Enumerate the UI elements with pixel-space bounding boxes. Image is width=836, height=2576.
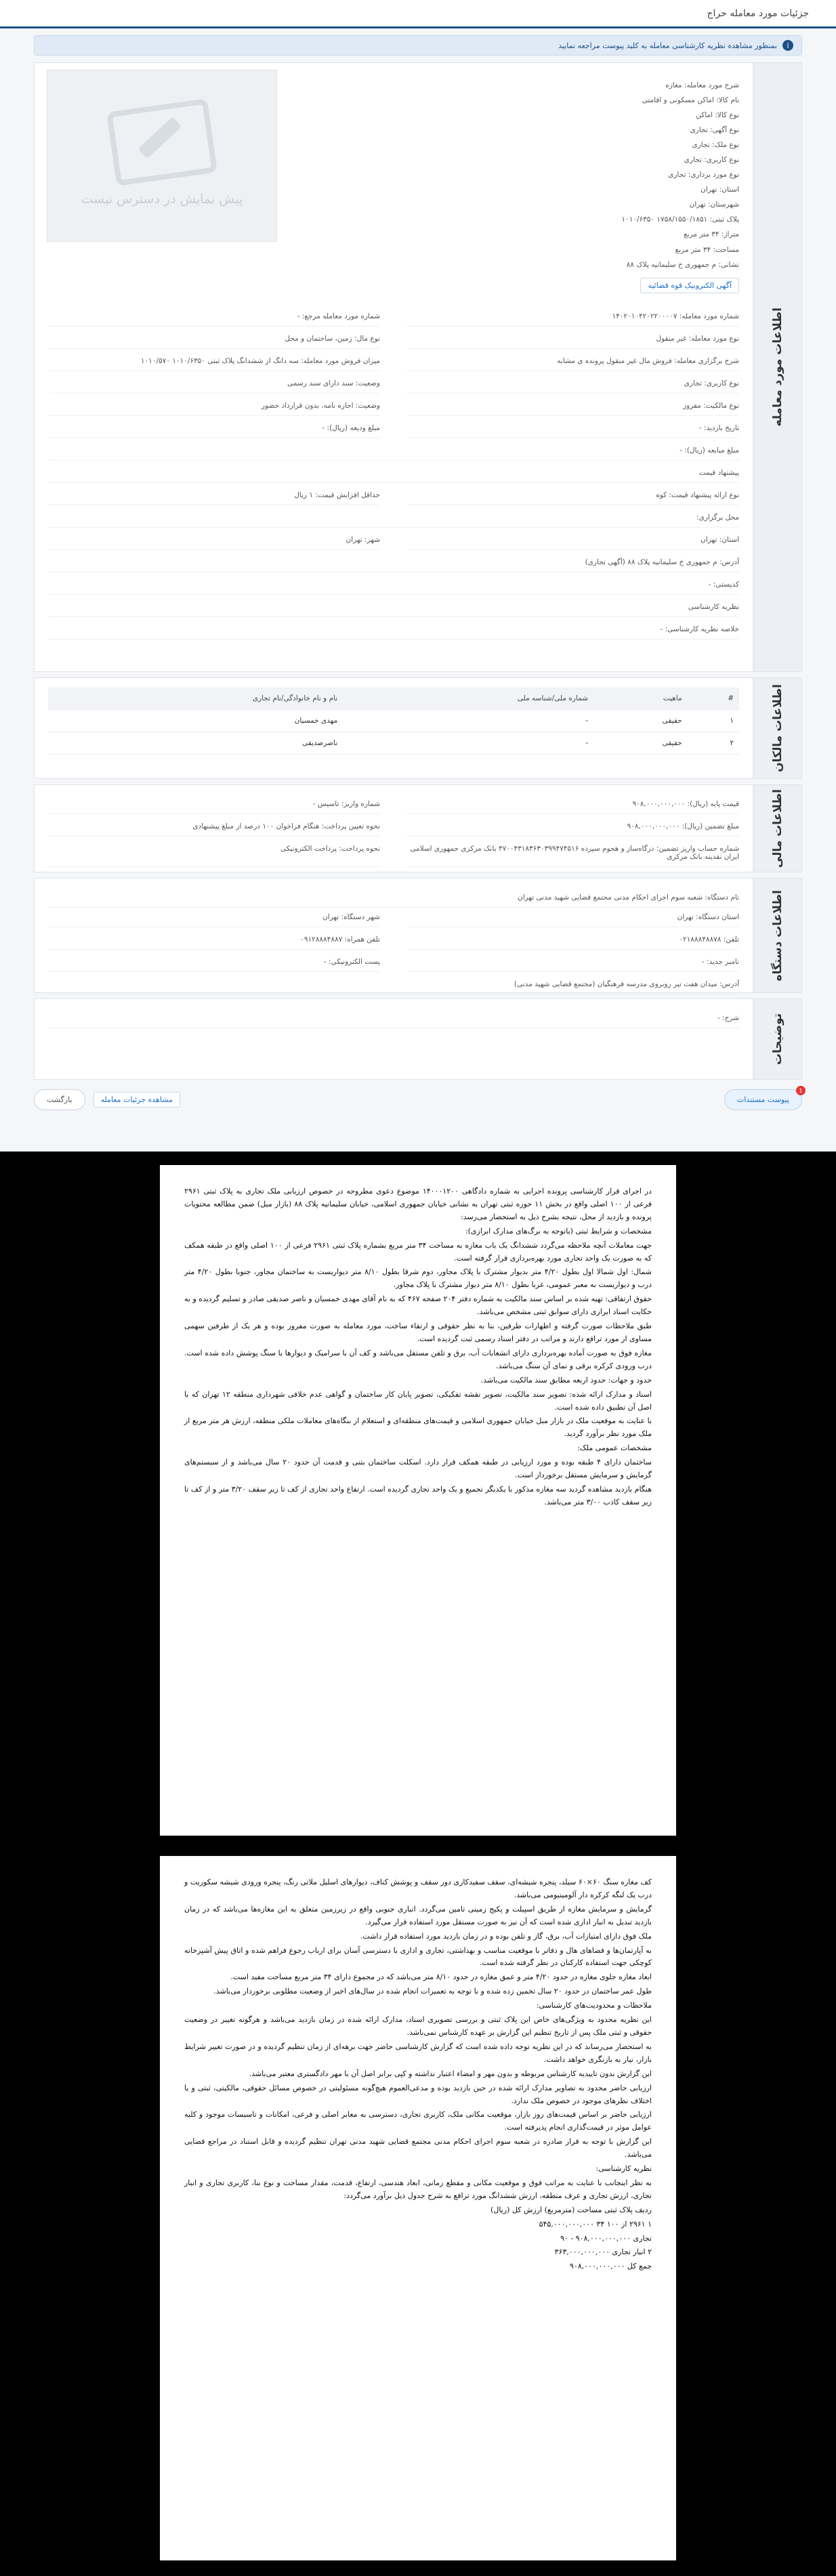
- doc-paragraph: ملاحظات و محدودیت‌های کارشناسی:: [536, 2001, 652, 2010]
- field: نحوه پرداخت: پرداخت الکترونیکی: [48, 839, 380, 867]
- field: استان: تهران: [407, 530, 739, 550]
- device-header: اطلاعات دستگاه: [753, 879, 801, 992]
- doc-paragraph: حقوق ارتفاقی: تهیه شده بر اساس سند مالکیت به شماره دفتر ۲۰۴ صفحه ۴۶۷ که به نام آقای مهدی خمسیان و ناصر صدیقی صادر و تسلیم گردیده و به حکایت اسناد ابرازی دارای سوابق ثبتی مشخص می‌باشد.: [184, 1294, 652, 1317]
- summary-line: نام کالا: اماکن مسکونی و اقامتی: [642, 96, 739, 105]
- document-page-1: [160, 1165, 676, 1836]
- summary-line: متراژ: ۳۴ متر مربع: [684, 230, 739, 239]
- field: نوع مال: زمین، ساختمان و محل: [48, 329, 380, 349]
- field: کدپستی: -: [48, 575, 739, 595]
- alert-text: بمنظور مشاهده نظریه کارشناسی معامله به کلید پیوست مراجعه نمایید: [558, 41, 777, 50]
- summary-line: پلاک ثبتی: ۱۷۵۸/۱۵۵۰/۱۸۵۱ ۱۰۱۰/۶۳۵۰: [621, 215, 739, 224]
- field: نوع کاربری: تجاری: [407, 374, 739, 394]
- field: استان دستگاه: تهران: [407, 908, 739, 927]
- doc-paragraph: مشخصات و شرایط ثبتی (باتوجه به برگ‌های مدارک ابرازی):: [465, 1226, 652, 1236]
- summary-line: استان: تهران: [701, 186, 739, 194]
- field: مبلغ تضمین (ریال): ۹۰۸,۰۰۰,۰۰۰,۰۰۰: [407, 817, 739, 837]
- field: تاریخ بازدید: -: [407, 419, 739, 438]
- summary-line: نوع کالا: اماکن: [696, 111, 739, 120]
- field: مبلغ مبایعه (ریال): -: [48, 441, 739, 461]
- attachment-count-badge: 1: [796, 1086, 806, 1095]
- field: تلفن: ۰۲۱۸۸۸۴۸۸۷۸: [407, 930, 739, 950]
- doc-paragraph: نظریه کارشناسی:: [595, 2164, 652, 2174]
- owners-header: اطلاعات مالکان: [753, 678, 801, 778]
- doc-paragraph: گرمایش و سرمایش مغازه از طریق اسپیلت و پکیج زمینی تامین می‌گردد. انباری جنوبی واقع در زیرزمین متعلق به این مغازه‌ها می‌باشد که در زمان بازدید تبدیل به انبار اداری شده است که آن نیز به صورت مستقل مورد استفاده قرار می‌گیرد.: [184, 1904, 652, 1926]
- summary-line: نوع مورد برداری: تجاری: [668, 171, 739, 180]
- doc-paragraph: شمال: اول شمالا اول بطول ۴/۲۰ متر بدیوار مشترک با پلاک مجاور، دوم شرقا بطول ۸/۱۰ متر دیواریست به ساختمان مجاور، جنوبا بطول ۴/۲۰ متر درب و دیواریست به معبر عمومی، غربا بطول ۸/۱۰ متر دیوار مشترک با پلاک مجاور.: [184, 1267, 652, 1290]
- doc-paragraph: حدود و جهات: حدود اربعه مطابق سند مالکیت می‌باشد.: [480, 1375, 652, 1385]
- doc-paragraph: اسناد و مدارک ارائه شده: تصویر سند مالکیت، تصویر نقشه تفکیکی، تصویر پایان کار ساختمان و گواهی عدم خلافی شهرداری منطقه ۱۲ تهران که با اصل آن تطبیق داده شده است.: [184, 1389, 652, 1412]
- table-row: ۲ حقیقی - ناصرصدیقی: [48, 732, 739, 755]
- field: نوع مالکیت: مفروز: [407, 396, 739, 416]
- doc-paragraph: این گزارش با توجه به قرار صادره در شعبه سوم اجرای احکام مدنی مجتمع قضایی شهید مدنی تهران تنظیم گردیده و قابل استناد در مراجع قضایی می‌باشد.: [184, 2137, 652, 2159]
- field: میزان فروش مورد معامله: سه دانگ از ششدانگ پلاک ثبتی ۱۰۱۰/۶۳۵۰ ۱۰۱۰/۵۷۰: [48, 352, 380, 371]
- document-page-2: [160, 1856, 676, 2560]
- doc-paragraph: کف مغازه سنگ ۶۰×۶۰ سیلد، پنجره شیشه‌ای، سقف سفیدکاری دور سقف و پوشش کناف، دیوارهای اسلیل ملاتی رنگ، پنجره ورودی شیشه سکوریت و درب یک لنگه کرکره دار آلومینیومی می‌باشد.: [184, 1878, 652, 1899]
- column-header: #: [688, 688, 739, 710]
- summary-line: شرح مورد معامله: مغازه: [665, 81, 739, 89]
- doc-paragraph: به نظر اینجانب با عنایت به مراتب فوق و موقعیت مکانی و مقطع زمانی، ابعاد هندسی، ارتفاع، قدمت، مقدار مساحت و نوع بنا، کاربری تجاری و انبار تجاری، ارزش تجاری و عرف منطقه، ارزش ششدانگ مورد ترافع به شرح جدول ذیل برآورد می‌گردد:: [184, 2178, 652, 2200]
- doc-paragraph: طبق ملاحظات صورت گرفته و اظهارات طرفین، بنا به نظر حقوقی و ارتقاء ساخت، مورد معامله به صورت مفروز بوده و هر یک از طرفین سهمی مساوی از مورد ترافع دارند و مراتب در دفتر اسناد رسمی ثبت گردیده است.: [184, 1322, 652, 1343]
- listing-page: [0, 0, 836, 1152]
- image-placeholder: [47, 70, 277, 242]
- doc-paragraph: ابعاد مغازه جلوی مغازه در حدود ۴/۲۰ متر و عمق مغازه در حدود ۸/۱۰ متر می‌باشد که در مجموع دارای ۳۴ متر مربع مساحت مفید است.: [230, 1972, 652, 1982]
- doc-paragraph: با عنایت به موقعیت ملک در بازار مبل خیابان جمهوری اسلامی و قیمت‌های منطقه‌ای و استعلام از بنگاه‌های معاملات ملکی منطقه، ارزش هر متر مربع از ملک مورد نظر برآورد گردید.: [184, 1416, 652, 1439]
- doc-table-line: ردیف پلاک ثبتی مساحت (مترمربع) ارزش کل (ریال): [490, 2205, 652, 2214]
- field: مبلغ ودیعه (ریال): -: [48, 419, 380, 438]
- doc-paragraph: جهت معاملات آنچه ملاحظه می‌گردد ششدانگ یک باب مغازه به مساحت ۳۴ متر مربع بشماره پلاک ثبتی ۲۹۶۱ فرعی از ۱۰۰ اصلی واقع در طبقه همکف که به صورت یک واحد تجاری مورد بهره‌برداری قرار گرفته است.: [184, 1240, 652, 1263]
- table-row: ۱ حقیقی - مهدی خمسیان: [48, 710, 739, 732]
- auction-info-header: اطلاعات مورد معامله: [753, 63, 801, 671]
- field: خلاصه نظریه کارشناسی: -: [48, 620, 739, 639]
- notes-text: شرح: -: [48, 1009, 739, 1028]
- back-button[interactable]: بازگشت: [34, 1089, 85, 1110]
- field: وضعیت: سند دارای سند رسمی: [48, 374, 380, 394]
- doc-paragraph: مغازه فوق به صورت آماده بهره‌برداری دارای انشعابات آب، برق و تلفن مستقل می‌باشد و کف آن با سرامیک و دیوارها با سنگ پوشش داده شده است. درب ورودی کرکره برقی و نمای آن سنگ می‌باشد.: [184, 1348, 652, 1370]
- doc-paragraph: ملک فوق دارای امتیازات آب، برق، گاز و تلفن بوده و در زمان بازدید مورد استفاده قرار داشت.: [360, 1931, 652, 1941]
- doc-paragraph: به استحضار می‌رساند که در این نظریه توجه داده شده است که گزارش کارشناسی حاضر جهت برهه‌ای از زمان تنظیم گردیده و در صورت تغییر شرایط بازار، نیاز به بازنگری خواهد داشت.: [184, 2042, 652, 2064]
- summary-line: نشانی: م جمهوری خ سلیمانیه پلاک ۸۸: [626, 260, 739, 269]
- doc-paragraph: ارزیابی حاضر بر اساس قیمت‌های روز بازار، موقعیت مکانی ملک، کاربری تجاری، دسترسی به معابر اصلی و فرعی، امکانات و تاسیسات موجود و کلیه عوامل موثر در قیمت‌گذاری انجام پذیرفته است.: [184, 2110, 652, 2132]
- field: نظریه کارشناسی: [48, 597, 739, 617]
- column-header: نام و نام خانوادگی/نام تجاری: [48, 688, 343, 710]
- doc-paragraph: این گزارش بدون تاییدیه کارشناس مربوطه و بدون مهر و امضاء اعتبار نداشته و کپی برابر اصل آن با مهر دادگستری معتبر می‌باشد.: [249, 2069, 652, 2078]
- field: محل برگزاری:: [48, 508, 739, 528]
- field: پست الکترونیکی: -: [48, 952, 380, 972]
- field: آدرس: میدان هفت تیر روبروی مدرسه فرهنگیان (مجتمع قضایی شهید مدنی): [48, 975, 739, 994]
- financial-section: [34, 784, 802, 872]
- auction-fields: [48, 307, 739, 639]
- notes-section: [34, 998, 802, 1080]
- summary-line: شهرستان: تهران: [689, 200, 739, 209]
- page-header: [0, 0, 836, 28]
- field: نحوه تعیین پرداخت: هنگام فراخوان ۱۰۰ درصد از مبلغ پیشنهادی: [48, 817, 380, 837]
- doc-table-line: تجاری ۹۰۸,۰۰۰,۰۰۰,۰۰۰ - ۹۰: [560, 2233, 652, 2243]
- doc-paragraph: در اجرای قرار کارشناسی پرونده اجرایی به شماره دادگاهی ۱۴۰۰۰۱۲۰۰ موضوع دعوی مطروحه در خصوص ارزیابی ملک تجاری به پلاک ثبتی ۲۹۶۱ فرعی از ۱۰۰ اصلی واقع در بخش ۱۱ حوزه ثبتی تهران به نشانی خیابان جمهوری اسلامی، خیابان سلیمانیه پلاک ۸۸ (بازار مبل) ضمن مطالعه محتویات پرونده و بازدید از محل، نتیجه بشرح ذیل به استحضار می‌رسد:: [184, 1187, 652, 1221]
- info-alert: [34, 35, 802, 56]
- summary-line: نوع ملک: تجاری: [692, 141, 739, 150]
- summary-list: [359, 72, 739, 293]
- doc-paragraph: ساختمان دارای ۴ طبقه بوده و مورد ارزیابی در طبقه همکف قرار دارد. اسکلت ساختمان بتنی و قدمت آن حدود ۲۰ سال می‌باشد و از سیستم‌های گرمایش و سرمایش مستقل برخوردار است.: [184, 1458, 652, 1480]
- field: شهر: تهران: [48, 530, 380, 550]
- auction-info-section: [34, 62, 802, 672]
- gavel-icon: [106, 98, 217, 186]
- financial-header: اطلاعات مالی: [753, 785, 801, 872]
- field: حداقل افزایش قیمت: ۱ ریال: [48, 486, 380, 505]
- field: شماره واریز: تاسیس -: [48, 795, 380, 814]
- device-name: نام دستگاه: شعبه سوم اجرای احکام مدنی مجتمع قضایی شهید مدنی تهران: [48, 888, 739, 908]
- column-header: ماهیت: [593, 688, 688, 710]
- doc-paragraph: هنگام بازدید مشاهده گردید سه مغازه مذکور با یکدیگر تجمیع و یک واحد تجاری گردیده است. ارتفاع واحد تجاری از کف تا زیر سقف ۳/۲۰ متر و از کف تا زیر سقف کاذب ۳/۰۰ متر می‌باشد.: [184, 1484, 652, 1506]
- page-title: جزئیات مورد معامله حراج: [707, 7, 809, 19]
- field: شهر دستگاه: تهران: [48, 908, 380, 927]
- field: نامبر جدید: -: [407, 952, 739, 972]
- doc-paragraph: به آپارتمان‌ها و فضاهای هال و دفاتر با موقعیت مناسب و بهداشتی، تجاری و اداری با دسترسی آسان برای ارباب رجوع فراهم شده و اتاق پیش آشپزخانه کوچکی جهت استفاده کارکنان در نظر گرفته شده است.: [184, 1945, 652, 1968]
- summary-line: نوع آگهی: تجاری: [690, 126, 739, 135]
- owners-section: [34, 677, 802, 779]
- doc-table-line: ۱ ۲۹۶۱ از ۱۰۰ ۳۴ ۵۴۵,۰۰۰,۰۰۰,۰۰۰: [539, 2219, 652, 2229]
- field: شرح برگزاری معامله: فروش مال غیر منقول پرونده ی مشابه: [407, 352, 739, 371]
- document-viewer: [0, 1152, 836, 2576]
- action-bar: [34, 1089, 802, 1110]
- field: آدرس: م جمهوری خ سلیمانیه پلاک ۸۸ (آگهی تجاری): [48, 553, 739, 572]
- device-section: [34, 878, 802, 993]
- view-details-button[interactable]: مشاهده جزئیات معامله: [93, 1092, 180, 1107]
- notes-header: توضیحات: [753, 999, 801, 1079]
- field: شماره مورد معامله مرجع: -: [48, 307, 380, 326]
- summary-line: نوع کاربری: تجاری: [684, 156, 739, 165]
- field: وضعیت: اجاره نامه، بدون قرارداد حضور: [48, 396, 380, 416]
- doc-paragraph: ارزیابی حاضر محدود به تصاویر مدارک ارائه شده در حین بازدید بوده و مدعی‌العموم هیچ‌گونه مسئولیتی در خصوص مسائل حقوقی، مالکیتی، ثبتی و یا اختلاف نظرهای موجود در خصوص ملک ندارد.: [184, 2083, 652, 2105]
- info-icon: i: [782, 40, 793, 51]
- doc-paragraph: طول عمر ساختمان در حدود ۲۰ سال تخمین زده شده و با توجه به تعمیرات انجام شده در سال‌های اخیر از وضعیت مطلوبی برخوردار می‌باشد.: [213, 1987, 652, 1996]
- summary-line: مساحت: ۳۴ متر مربع: [675, 245, 739, 254]
- doc-table-line: جمع کل ۹۰۸,۰۰۰,۰۰۰,۰۰۰: [570, 2262, 652, 2271]
- doc-paragraph: این نظریه محدود به ویژگی‌های خاص این پلاک ثبتی و بررسی تصویری اسناد، مدارک ارائه شده در زمان بازدید می‌باشد و هرگونه تغییر در وضعیت حقوقی و ثبتی ملک پس از تاریخ تنظیم این گزارش بر عهده کارشناس نمی‌باشد.: [184, 2015, 652, 2037]
- doc-paragraph: مشخصات عمومی ملک:: [577, 1443, 652, 1453]
- field: شماره حساب واریز تضمین: درگاه‌ساز و هجوم سپرده ۴۷۰۰۴۳۱۸۳۶۳۰۳۹۹۴۷۴۵۱۶ بانک مرکزی جمهوری اسلامی ایران نقدینه بانک مرکزی: [407, 839, 739, 867]
- field: نوع مورد معامله: غیر منقول: [407, 329, 739, 349]
- field: نوع ارائه پیشنهاد قیمت: کوه: [407, 486, 739, 505]
- court-notice-link[interactable]: آگهی الکترونیک قوه قضائیه: [640, 278, 739, 293]
- owners-table: [48, 688, 739, 755]
- attachments-button[interactable]: 1 پیوست مستندات: [724, 1089, 802, 1110]
- doc-table-line: ۲ انبار تجاری ۳۶۳,۰۰۰,۰۰۰,۰۰۰: [554, 2247, 652, 2257]
- image-placeholder-text: پیش نمایش در دسترس نیست: [81, 192, 243, 207]
- column-header: شماره ملی/شناسه ملی: [343, 688, 593, 710]
- field: قیمت پایه (ریال): ۹۰۸,۰۰۰,۰۰۰,۰۰۰: [407, 795, 739, 814]
- field: تلفن همراه: ۰۹۱۲۸۸۸۴۸۸۷: [48, 930, 380, 950]
- field: پیشنهاد قیمت: [48, 463, 739, 483]
- field: شماره مورد معامله: ۱۴۰۲۰۱۰۴۲۰۲۲۰۰۰۰۷: [407, 307, 739, 326]
